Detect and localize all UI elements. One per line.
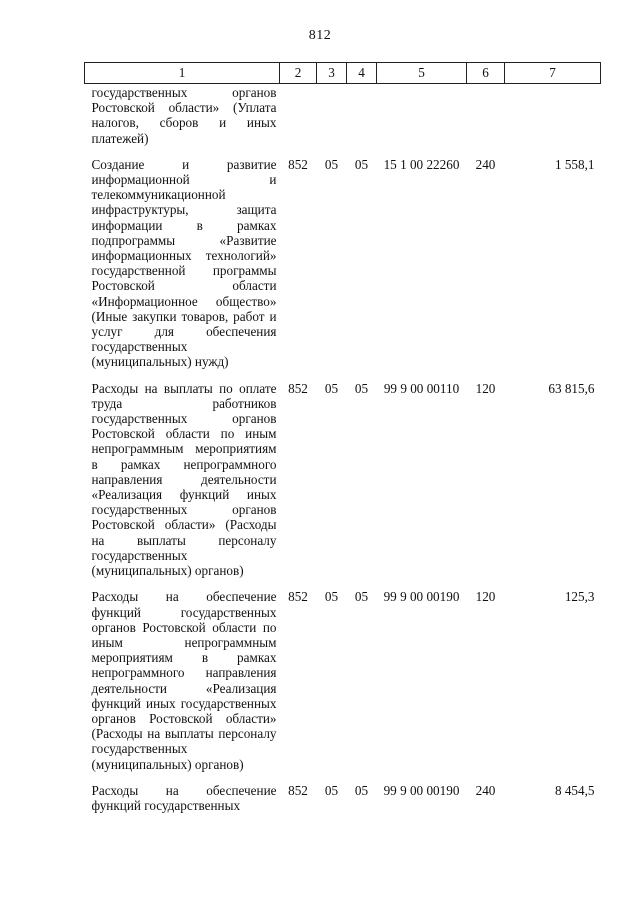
header-col-1: 1 <box>85 63 280 84</box>
row-ministry-code: 852 <box>288 589 308 605</box>
row-expense-type: 120 <box>475 589 496 605</box>
table-row <box>85 783 601 824</box>
row-subsection-code: 05 <box>354 380 369 396</box>
row-amount <box>505 84 601 157</box>
table-row <box>85 157 601 381</box>
row-target-article <box>377 84 467 157</box>
row-expense-type: 240 <box>475 782 496 798</box>
row-amount: 1 558,1 <box>554 156 595 172</box>
page-number: 812 <box>308 28 332 43</box>
table-row <box>85 589 601 782</box>
row-target-article: 15 1 00 22260 <box>383 156 460 172</box>
header-col-3: 3 <box>317 63 347 84</box>
header-col-5: 5 <box>377 63 467 84</box>
row-ministry-code: 852 <box>288 782 308 798</box>
row-ministry-code: 852 <box>288 156 308 172</box>
row-ministry-code <box>280 84 317 157</box>
header-col-7: 7 <box>505 63 601 84</box>
row-ministry-code: 852 <box>288 380 308 396</box>
row-amount: 8 454,5 <box>554 782 595 798</box>
row-expense-type: 120 <box>475 380 496 396</box>
header-col-6: 6 <box>467 63 505 84</box>
row-description: Расходы на обеспечение функций государственных <box>91 782 277 813</box>
row-description: государственных органов Ростовской области» (Уплата налогов, сборов и иных платежей) <box>91 85 277 146</box>
row-subsection-code: 05 <box>354 589 369 605</box>
table-row <box>85 84 601 157</box>
header-col-4: 4 <box>347 63 377 84</box>
row-section-code: 05 <box>324 589 339 605</box>
budget-table <box>84 62 601 824</box>
row-section-code: 05 <box>324 782 339 798</box>
row-description: Создание и развитие информационной и телекоммуникационной инфраструктуры, защита информации в рамках подпрограммы «Развитие информационных технологий» государственной программы Ростовской области «Информационное общество» (Иные закупки товаров, работ и услуг для обеспечения государственных (муниципальных) нужд) <box>91 156 277 370</box>
row-amount: 63 815,6 <box>548 380 595 396</box>
row-subsection-code: 05 <box>354 782 369 798</box>
row-description: Расходы на обеспечение функций государственных органов Ростовской области по иным непрограммным мероприятиям в рамках непрограммного направления деятельности «Реализация функций иных государственных органов Ростовской области» (Расходы на выплаты персоналу государственных (муниципальных) органов) <box>91 589 277 772</box>
row-section-code: 05 <box>324 380 339 396</box>
row-amount: 125,3 <box>564 589 595 605</box>
row-description: Расходы на выплаты по оплате труда работников государственных органов Ростовской области по иным непрограммным мероприятиям в рамках непрограммного направления деятельности «Реализация функций иных государственных органов Ростовской области» (Расходы на выплаты персоналу государственных (муниципальных) органов) <box>91 380 277 579</box>
row-expense-type: 240 <box>475 156 496 172</box>
header-col-2: 2 <box>280 63 317 84</box>
row-subsection-code: 05 <box>354 156 369 172</box>
row-target-article: 99 9 00 00190 <box>383 589 460 605</box>
row-section-code: 05 <box>324 156 339 172</box>
table-header-row <box>85 63 601 84</box>
row-subsection-code <box>347 84 377 157</box>
row-target-article: 99 9 00 00190 <box>383 782 460 798</box>
table-row <box>85 381 601 590</box>
row-expense-type <box>467 84 505 157</box>
row-section-code <box>317 84 347 157</box>
row-target-article: 99 9 00 00110 <box>383 380 460 396</box>
